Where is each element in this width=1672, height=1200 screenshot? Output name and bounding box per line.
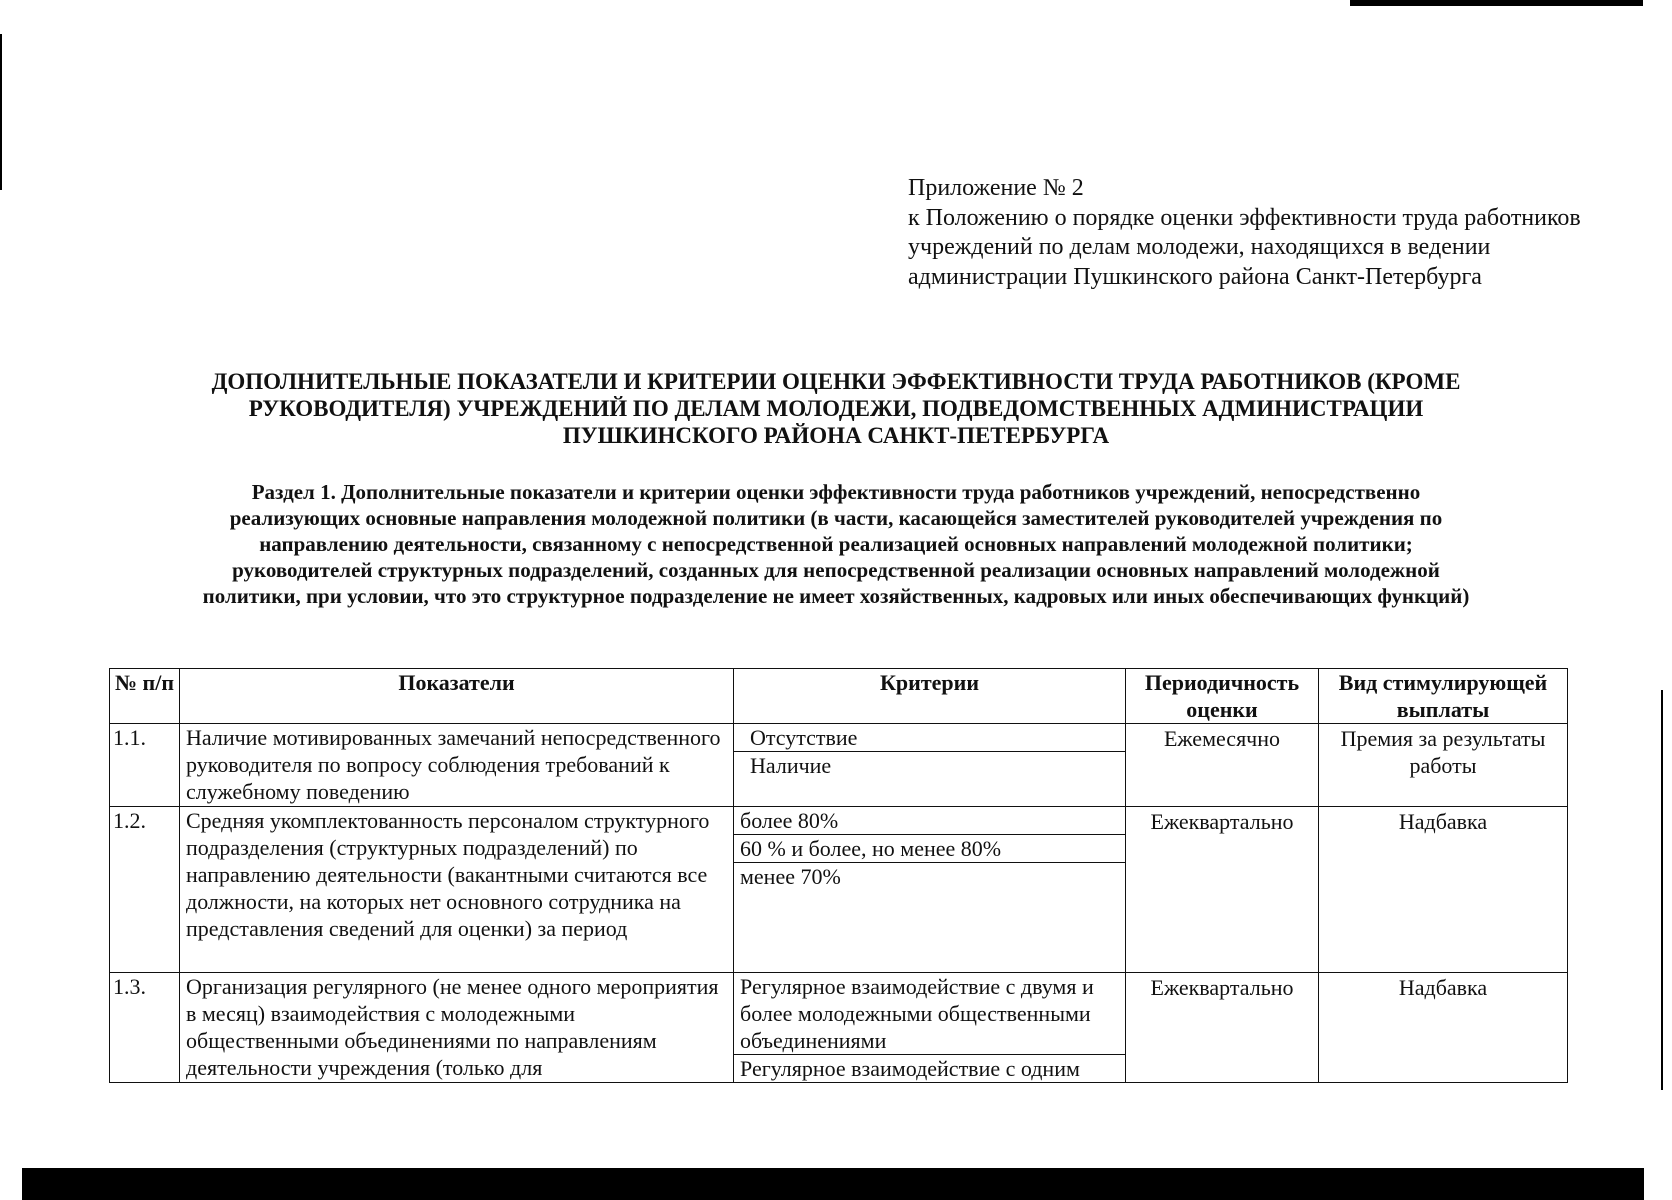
section-line: Раздел 1. Дополнительные показатели и критерии оценки эффективности труда работников учреждений, непосредственно (251, 480, 1421, 504)
title-line: РУКОВОДИТЕЛЯ) УЧРЕЖДЕНИЙ ПО ДЕЛАМ МОЛОДЕЖИ, ПОДВЕДОМСТВЕННЫХ АДМИНИСТРАЦИИ (248, 396, 1424, 421)
row-indicator: Организация регулярного (не менее одного мероприятия в месяц) взаимодействия с молодежными общественными объединениями по направлениям деятельности учреждения (только для (180, 973, 734, 1083)
scan-artifact-bottom-bar (22, 1168, 1644, 1200)
annex-line: к Положению о порядке оценки эффективности труда работников (908, 204, 1581, 231)
table-row (110, 973, 1568, 1083)
title-line: ПУШКИНСКОГО РАЙОНА САНКТ-ПЕТЕРБУРГА (562, 423, 1110, 448)
table-header-row (110, 669, 1568, 724)
scan-artifact-left-line (0, 34, 2, 190)
row-number: 1.1. (110, 724, 180, 807)
row-criteria (734, 807, 1126, 973)
criterion-item: Наличие (750, 753, 832, 778)
header-num: № п/п (110, 669, 180, 724)
annex-line: Приложение № 2 (908, 175, 1084, 201)
section-line: реализующих основные направления молодежной политики (в части, касающейся заместителей руководителей учреждения по (229, 506, 1443, 530)
criterion-item: 60 % и более, но менее 80% (734, 835, 1125, 863)
row-payment: Надбавка (1319, 973, 1568, 1083)
row-indicator: Наличие мотивированных замечаний непосредственного руководителя по вопросу соблюдения требований к служебному поведению (180, 724, 734, 807)
header-criteria: Критерии (734, 669, 1126, 724)
header-indicators: Показатели (180, 669, 734, 724)
annex-line: администрации Пушкинского района Санкт-Петербурга (908, 263, 1482, 290)
criterion-item: Отсутствие (734, 724, 1125, 752)
row-periodicity: Ежеквартально (1126, 973, 1319, 1083)
row-criteria (734, 724, 1126, 807)
row-indicator: Средняя укомплектованность персоналом структурного подразделения (структурных подразделений) по направлению деятельности (вакантными считаются все должности, на которых нет основного сотрудника на представления сведений для оценки) за период (180, 807, 734, 973)
row-number: 1.3. (110, 973, 180, 1083)
section-line: руководителей структурных подразделений, созданных для непосредственной реализации основных направлений молодежной (232, 558, 1440, 582)
section-line: направлению деятельности, связанному с непосредственной реализацией основных направлений молодежной политики; (259, 532, 1413, 556)
row-payment: Надбавка (1319, 807, 1568, 973)
document-title (100, 368, 1572, 449)
annex-line: учреждений по делам молодежи, находящихся в ведении (908, 234, 1491, 260)
scan-artifact-top-line (1350, 0, 1643, 6)
table-row (110, 724, 1568, 807)
criterion-item: менее 70% (740, 864, 841, 889)
header-payment: Вид стимулирующей выплаты (1319, 669, 1568, 724)
row-periodicity: Ежеквартально (1126, 807, 1319, 973)
section-line: политики, при условии, что это структурное подразделение не имеет хозяйственных, кадровых или иных обеспечивающих функций) (202, 584, 1470, 608)
row-criteria (734, 973, 1126, 1083)
row-periodicity: Ежемесячно (1126, 724, 1319, 807)
scan-artifact-right-line (1661, 690, 1663, 1090)
table-row (110, 807, 1568, 973)
criterion-item: более 80% (734, 807, 1125, 835)
row-number: 1.2. (110, 807, 180, 973)
criteria-table (109, 668, 1568, 1083)
section-title (100, 479, 1572, 609)
annex-header (908, 174, 1628, 292)
criterion-item: Регулярное взаимодействие с двумя и более молодежными общественными объединениями (734, 973, 1125, 1055)
header-periodicity: Периодичность оценки (1126, 669, 1319, 724)
title-line: ДОПОЛНИТЕЛЬНЫЕ ПОКАЗАТЕЛИ И КРИТЕРИИ ОЦЕНКИ ЭФФЕКТИВНОСТИ ТРУДА РАБОТНИКОВ (КРОМЕ (211, 369, 1461, 394)
row-payment: Премия за результаты работы (1319, 724, 1568, 807)
criterion-item: Регулярное взаимодействие с одним (740, 1056, 1080, 1081)
